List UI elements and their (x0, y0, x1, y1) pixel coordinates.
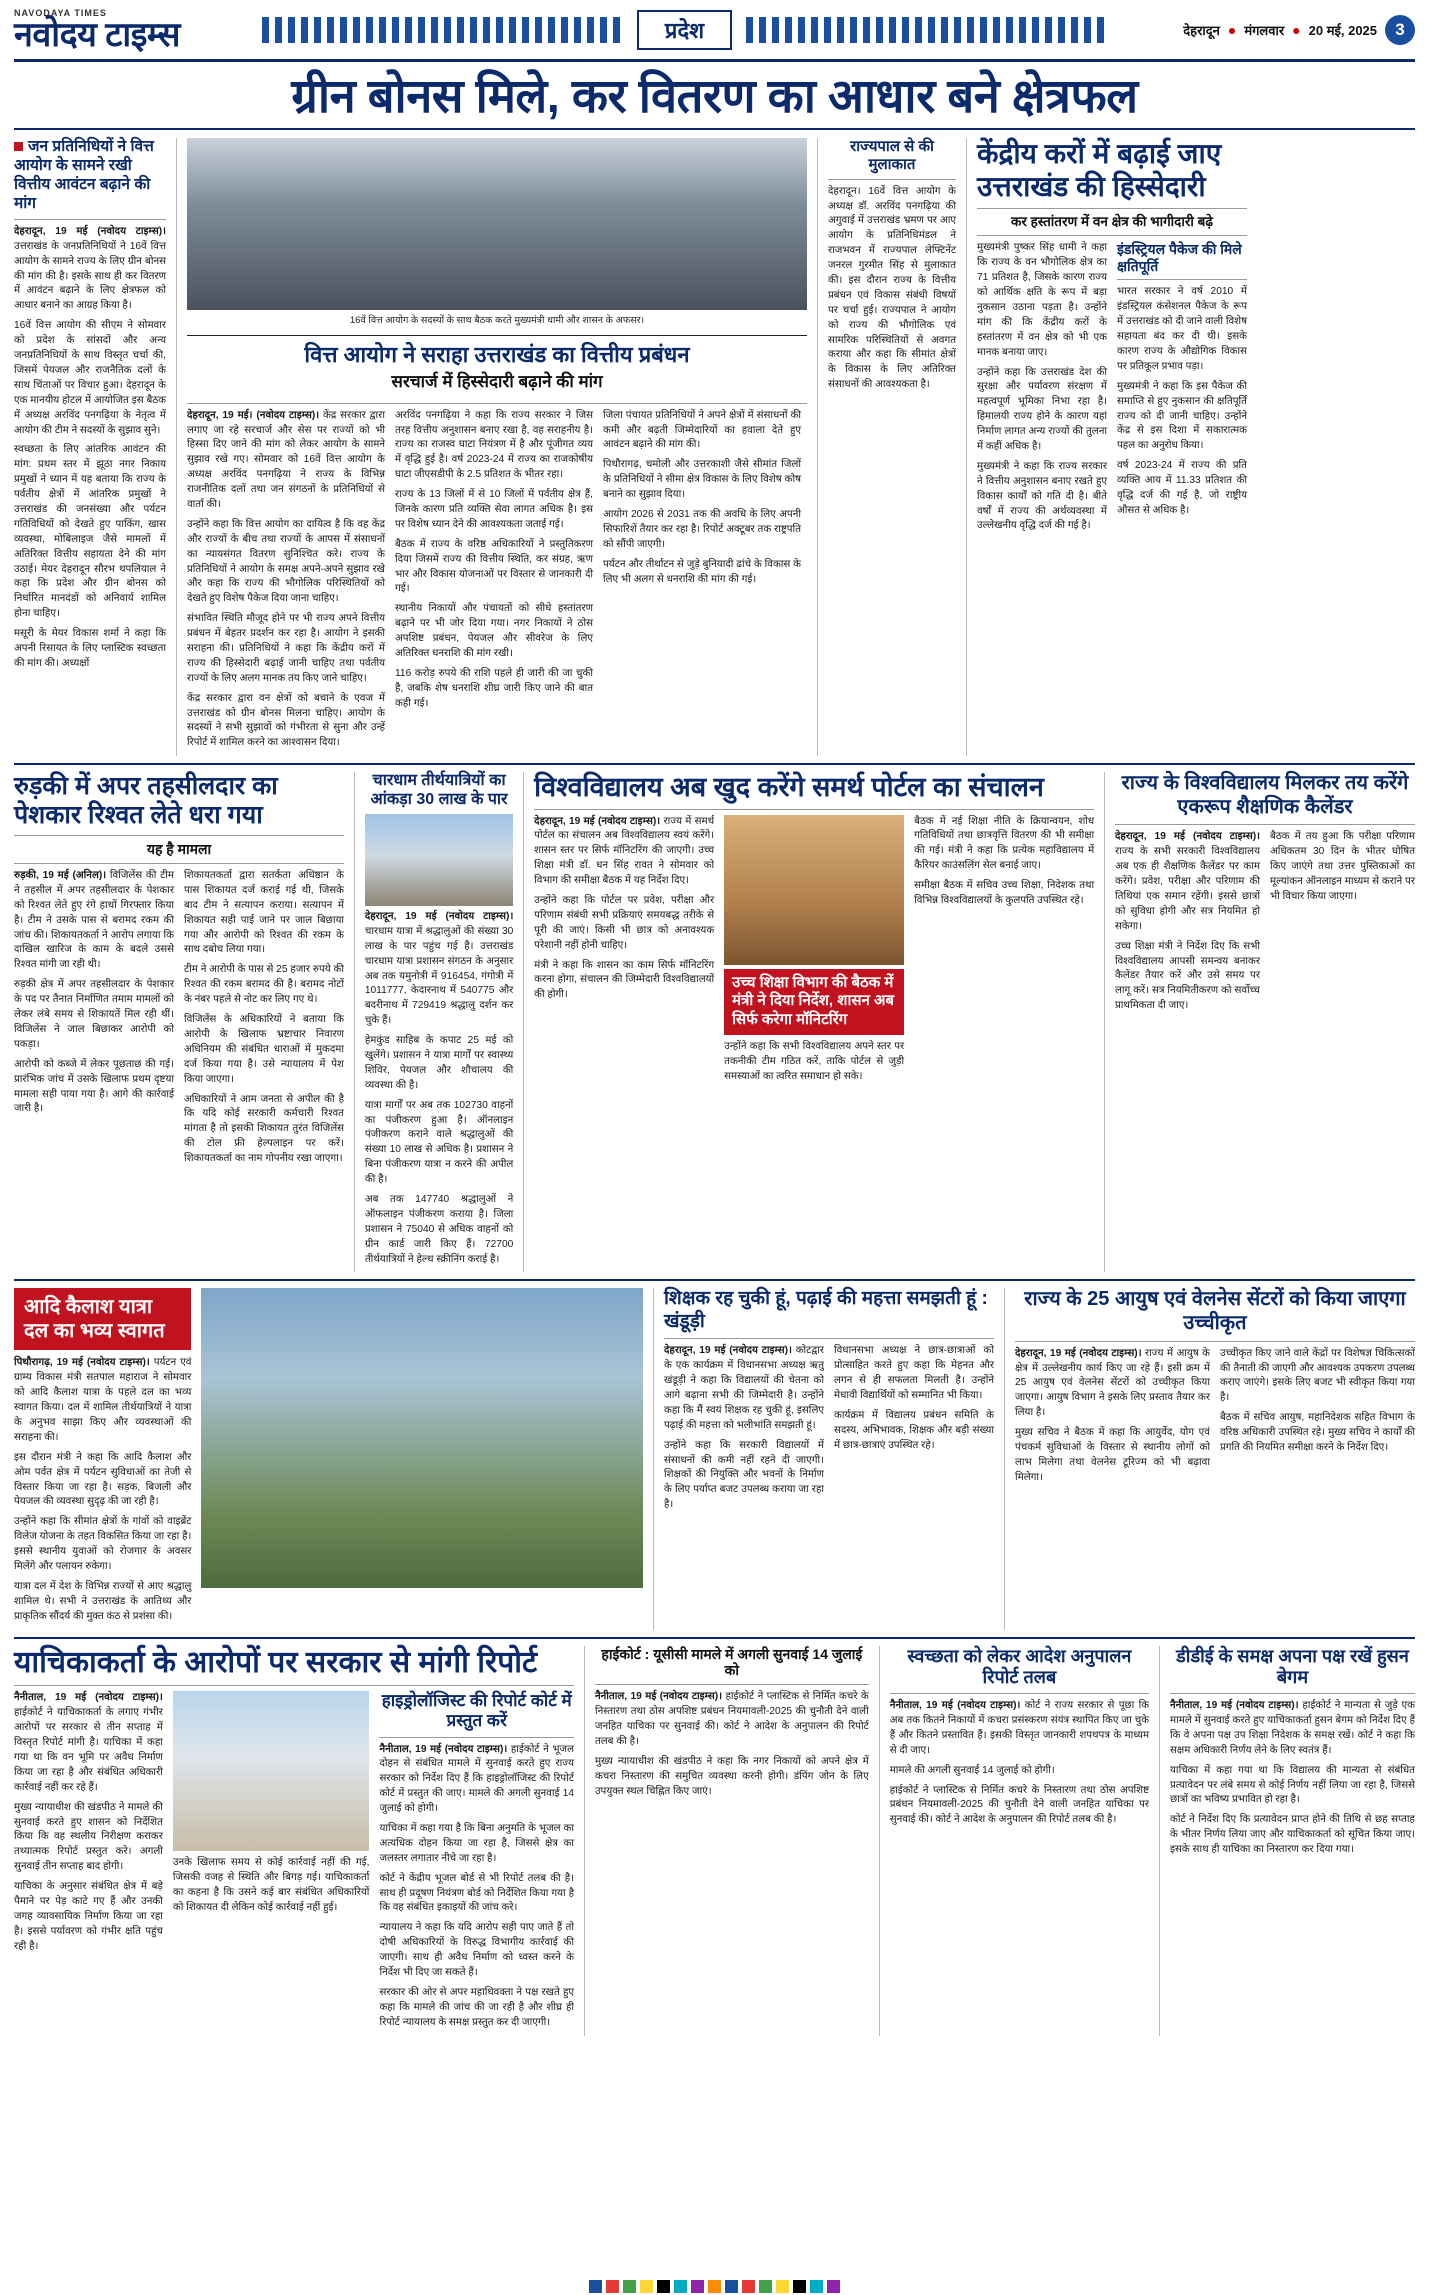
central-taxes-subhead: कर हस्तांतरण में वन क्षेत्र की भागीदारी बढ़े (1011, 214, 1213, 230)
masthead-hindi-name: नवोदय टाइम्स (14, 16, 180, 54)
fc-c2-p1: अरविंद पनगढ़िया ने कहा कि राज्य सरकार ने जिस तरह वित्तीय अनुशासन बनाए रखा है, वह सराहनीय है। राज्य का राजस्व घाटा नियंत्रण में है और पूंजीगत व्यय में वृद्धि हुई है। वर्ष 2023-24 में राज्य का राजकोषीय घाटा जीएसडीपी के 2.5 प्रतिशत के भीतर रहा। (395, 409, 593, 481)
fc-c1-p3: संभावित स्थिति मौजूद होने पर भी राज्य अपने वित्तीय प्रबंधन में बेहतर प्रदर्शन कर रहा है। आयोग ने इसकी सराहना की। प्रतिनिधियों ने कहा कि केंद्रीय करों में राज्य की हिस्सेदारी बढ़ाई जानी चाहिए तथा पर्वतीय राज्यों के लिए अलग मानक तय किए जाने चाहिए। (187, 613, 385, 684)
sm-c2-p1: उन्होंने कहा कि सभी विश्वविद्यालय अपने स्तर पर तकनीकी टीम गठित करें, ताकि पोर्टल से जुड़ी समस्याओं का त्वरित समाधान हो सके। (724, 1040, 905, 1082)
hicourt-small-headline: हाईकोर्ट : यूसीसी मामले में अगली सुनवाई 14 जुलाई को (601, 1645, 863, 1679)
ay-p1: देहरादून, 19 मई (नवोदय टाइम्स)। राज्य में आयुष के क्षेत्र में उल्लेखनीय कार्य किए जा रहे हैं। इसी क्रम में 25 आयुष एवं वेलनेस सेंटरों को उच्चीकृत किया जाएगा। आयुष विभाग ने इसके लिए प्रस्ताव तैयार कर लिया है। (1014, 1347, 1210, 1419)
minister-photo (724, 815, 904, 965)
governor-column (828, 138, 956, 756)
lead-para-2: 16वें वित्त आयोग की सीएम ने सोमवार को प्रदेश के सांसदों और अन्य जनप्रतिनिधियों के साथ विस्तृत चर्चा की, जिसमें पेयजल और राजनैतिक दलों के साथ चिंताओं पर विचार हुआ। देहरादून के एक मानयीय होटल में आयोजित इस बैठक में अध्यक्ष अरविंद पनगढ़िया के नेतृत्व में आयोग की टीम ने सदस्यों के सुझाव सुने। (14, 320, 166, 436)
roorkee-subhead: यह है मामला (146, 841, 212, 858)
pt-c1-p3: याचिका के अनुसार संबंधित क्षेत्र में बड़े पैमाने पर पेड़ काटे गए हैं और उनकी जगह व्यावसायिक निर्माण किया जा रहा है। इससे पर्यावरण को गंभीर क्षति पहुंच रही है। (14, 1881, 163, 1952)
pkg-p2: मुख्यमंत्री ने कहा कि इस पैकेज की समाप्ति से हुए नुकसान की क्षतिपूर्ति राज्य को दी जानी चाहिए। उन्होंने केंद्र से इस दिशा में सकारात्मक पहल का अनुरोध किया। (1117, 380, 1247, 452)
dot-separator-icon-2: ● (1292, 22, 1301, 39)
dde-story (1170, 1646, 1415, 2036)
fc-c2-p4: स्थानीय निकायों और पंचायतों को सीधे हस्तांतरण बढ़ाने पर भी जोर दिया गया। नगर निकायों ने ठोस अपशिष्ट प्रबंधन, पेयजल और सीवरेज के लिए अतिरिक्त धनराशि की मांग रखी। (395, 603, 593, 659)
ay-p3: उच्चीकृत किए जाने वाले केंद्रों पर विशेषज्ञ चिकित्सकों की तैनाती की जाएगी और आवश्यक उपकरण उपलब्ध कराए जाएंगे। इसके लिए बजट भी स्वीकृत किया गया है। (1219, 1347, 1415, 1404)
khanduri-story (664, 1288, 994, 1629)
pt-c2-p1: उनके खिलाफ समय से कोई कार्रवाई नहीं की गई, जिसकी वजह से स्थिति और बिगड़ गई। याचिकाकर्ता का कहना है कि उसने कई बार संबंधित अधिकारियों को शिकायत दी लेकिन कोई कार्रवाई नहीं हुई। (172, 1857, 370, 1914)
section-tab-label: प्रदेश (664, 18, 705, 44)
masthead-english-name: NAVODAYA TIMES (14, 8, 107, 18)
temple-photo (365, 814, 513, 906)
roorkee-headline: रुड़की में अपर तहसीलदार का पेशकार रिश्वत लेते धरा गया (14, 772, 278, 830)
masthead-decorative-strip (262, 17, 623, 43)
ct-p1: मुख्यमंत्री पुष्कर सिंह धामी ने कहा कि राज्य के वन भौगोलिक क्षेत्र का 71 प्रतिशत है, जिसके कारण राज्य को आर्थिक क्षति के रूप में बड़ा नुकसान उठाना पड़ता है। उन्होंने मांग की कि केंद्रीय करों के हस्तांतरण में वन क्षेत्र को भी एक मानक बनाया जाए। (977, 242, 1107, 358)
kl-p1: पिथौरागढ़, 19 मई (नवोदय टाइम्स)। पर्यटन एवं ग्राम्य विकास मंत्री सतपाल महाराज ने सोमवार को आदि कैलाश यात्रा के पहले दल का भव्य स्वागत किया। दल में शामिल तीर्थयात्रियों ने यात्रा के अनुभव साझा किए और व्यवस्थाओं की सराहना की। (14, 1357, 192, 1443)
swachhta-headline: स्वच्छता को लेकर आदेश अनुपालन रिपोर्ट तलब (907, 1645, 1132, 1687)
kh-p4: कार्यक्रम में विद्यालय प्रबंधन समिति के सदस्य, अभिभावक, शिक्षक और बड़ी संख्या में छात्र-छात्राएं उपस्थित रहे। (834, 1409, 994, 1451)
masthead-decorative-strip-right (746, 17, 1107, 43)
print-registration-marks (0, 2280, 1429, 2293)
swachhta-story (890, 1646, 1149, 2036)
kh-p1: देहरादून, 19 मई (नवोदय टाइम्स)। कोटद्वार के एक कार्यक्रम में विधानसभा अध्यक्ष ऋतु खंडूड़ी ने कहा कि विद्यालयों की चेतना को आगे बढ़ाना सभी की जिम्मेदारी है। उन्होंने कहा कि मैं स्वयं शिक्षक रह चुकी हूं, इसलिए पढ़ाई की महत्ता को भलीभांति समझती हूं। (664, 1345, 824, 1431)
sm-c3-p1: बैठक में नई शिक्षा नीति के क्रियान्वयन, शोध गतिविधियों तथा छात्रवृत्ति वितरण की भी समीक्षा की गई। मंत्री ने कहा कि प्रत्येक महाविद्यालय में कैरियर काउंसलिंग सेल बनाई जाए। (914, 815, 1095, 872)
sm-c1-p2: उन्होंने कहा कि पोर्टल पर प्रवेश, परीक्षा और परिणाम संबंधी सभी प्रक्रियाएं समयबद्ध तरीके से पूरी की जाएं। किसी भी छात्र को अनावश्यक परेशानी नहीं होनी चाहिए। (534, 895, 715, 951)
masthead-logo[interactable] (14, 8, 254, 53)
meeting-photo-caption: 16वें वित्त आयोग के सदस्यों के साथ बैठक करते मुख्यमंत्री धामी और शासन के अफसर। (349, 315, 645, 327)
hy-p3: कोर्ट ने केंद्रीय भूजल बोर्ड से भी रिपोर्ट तलब की है। साथ ही प्रदूषण नियंत्रण बोर्ड को निर्देशित किया गया है कि वह संबंधित इकाइयों की जांच करे। (379, 1872, 574, 1914)
calendar-story (1115, 772, 1415, 1272)
hy-p1: नैनीताल, 19 मई (नवोदय टाइम्स)। हाईकोर्ट ने भूजल दोहन से संबंधित मामले में सुनवाई करते हुए राज्य सरकार को निर्देश दिए हैं कि हाइड्रोलॉजिस्ट की रिपोर्ट कोर्ट में प्रस्तुत की जाए। मामले की अगली सुनवाई 14 जुलाई को होगी। (379, 1743, 574, 1815)
dde-headline: डीडीई के समक्ष अपना पक्ष रखें हुसन बेगम (1176, 1645, 1409, 1687)
pkg-p3: वर्ष 2023-24 में राज्य की प्रति व्यक्ति आय में 11.33 प्रतिशत की वृद्धि दर्ज की गई है, जो राष्ट्रीय औसत से अधिक है। (1117, 460, 1247, 516)
rk-c2-p3: विजिलेंस के अधिकारियों ने बताया कि आरोपी के खिलाफ भ्रष्टाचार निवारण अधिनियम की संबंधित धाराओं में मुकदमा दर्ज किया गया है। उसे न्यायालय में पेश किया जाएगा। (184, 1014, 344, 1085)
calendar-headline: राज्य के विश्वविद्यालय मिलकर तय करेंगे एकरूप शैक्षणिक कैलेंडर (1121, 772, 1409, 818)
sw-p3: हाईकोर्ट ने प्लास्टिक से निर्मित कचरे के निस्तारण तथा ठोस अपशिष्ट प्रबंधन नियमावली-2025 की चुनौती देने वाली जनहित याचिका पर सुनवाई की। कोर्ट ने आदेश के अनुपालन की रिपोर्ट तलब की है। (889, 1784, 1150, 1826)
dot-separator-icon: ● (1227, 22, 1237, 39)
chardham-story (365, 772, 513, 1272)
ay-p4: बैठक में सचिव आयुष, महानिदेशक सहित विभाग के वरिष्ठ अधिकारी उपस्थित रहे। मुख्य सचिव ने कार्यों की प्रगति की नियमित समीक्षा करने के निर्देश दिए। (1219, 1412, 1415, 1453)
samarth-headline: विश्वविद्यालय अब खुद करेंगे समर्थ पोर्टल का संचालन (534, 772, 1044, 803)
fc-c2-p3: बैठक में राज्य के वरिष्ठ अधिकारियों ने प्रस्तुतिकरण दिया जिसमें राज्य की वित्तीय स्थिति, कर संग्रह, ऋण भार और विकास योजनाओं पर विस्तार से जानकारी दी गई। (395, 538, 593, 595)
fc-c3-p4: पर्यटन और तीर्थाटन से जुड़े बुनियादी ढांचे के विकास के लिए भी अलग से धनराशि की मांग की गई। (603, 558, 801, 585)
sw-p1: नैनीताल, 19 मई (नवोदय टाइम्स)। कोर्ट ने राज्य सरकार से पूछा कि अब तक कितने निकायों में कचरा प्रसंस्करण संयंत्र स्थापित किए जा चुके हैं और कितने प्रस्तावित हैं। इसकी विस्तृत जानकारी शपथपत्र के माध्यम से दी जाए। (889, 1700, 1150, 1756)
lead-para-3: स्वच्छता के लिए आंतरिक आवंटन की मांग: प्रथम स्तर में झूठा नगर निकाय प्रमुखों ने ध्यान में यह बताया कि राज्य के पर्वतीय क्षेत्रों में आंतरिक प्रमुखों ने उत्तराखंड की जनसंख्या और पर्यटन गतिविधियों को देखते हुए पाकिंग, खास व्यवस्था, मोबिलाइज जैसे मामलों में अतिरिक्त वित्तीय सहायता देने की मांग उठाई। मेयर देहरादून सौरभ थपलियाल ने कहा कि प्रदेश और ग्रीन बोनस को निर्धारित मानदंडों को अनिवार्य शामिल होना चाहिए। (14, 444, 166, 620)
fc-c3-p2: पिथौरागढ़, चमोली और उत्तरकाशी जैसे सीमांत जिलों के प्रतिनिधियों ने सीमा क्षेत्र विकास के लिए विशेष कोष बनाने का सुझाव दिया। (603, 459, 801, 501)
masthead-date: 20 मई, 2025 (1308, 23, 1378, 39)
central-taxes-headline: केंद्रीय करों में बढ़ाई जाए उत्तराखंड की हिस्सेदारी (977, 138, 1222, 202)
pt-c2-p2: न्यायालय ने कहा कि यदि आरोप सही पाए जाते हैं तो दोषी अधिकारियों के विरुद्ध विभागीय कार्रवाई की जाएगी। साथ ही अवैध निर्माण को ध्वस्त करने के निर्देश भी दिए जा सकते हैं। (379, 1922, 574, 1978)
kl-p2: इस दौरान मंत्री ने कहा कि आदि कैलाश और ओम पर्वत क्षेत्र में पर्यटन सुविधाओं का तेजी से विस्तार किया जा रहा है। सड़क, बिजली और पेयजल की व्यवस्था सुदृढ़ की जा रही है। (14, 1451, 192, 1508)
sm-c1-p1: देहरादून, 19 मई (नवोदय टाइम्स)। राज्य में समर्थ पोर्टल का संचालन अब विश्वविद्यालय स्वयं करेंगे। शासन स्तर पर सिर्फ मॉनिटरिंग की जाएगी। उच्च शिक्षा मंत्री डॉ. धन सिंह रावत ने सोमवार को विभाग की समीक्षा बैठक में यह निर्देश दिए। (534, 815, 715, 887)
hydrologist-headline: हाइड्रोलॉजिस्ट की रिपोर्ट कोर्ट में प्रस्तुत करें (381, 1691, 572, 1731)
hc-p1: नैनीताल, 19 मई (नवोदय टाइम्स)। हाईकोर्ट ने प्लास्टिक से निर्मित कचरे के निस्तारण तथा ठोस अपशिष्ट प्रबंधन नियमावली-2025 की चुनौती देने वाली जनहित याचिका पर सुनवाई की। कोर्ट ने आदेश के अनुपालन की रिपोर्ट तलब की है। (594, 1691, 869, 1747)
fc-c2-p2: राज्य के 13 जिलों में से 10 जिलों में पर्वतीय क्षेत्र हैं, जिनके कारण प्रति व्यक्ति सेवा लागत अधिक है। इस पर विशेष ध्यान देने की आवश्यकता जताई गई। (395, 489, 593, 530)
roorkee-story (14, 772, 344, 1272)
section-tab (637, 10, 732, 50)
mid-block (14, 772, 1415, 1272)
sm-c3-p2: समीक्षा बैठक में सचिव उच्च शिक्षा, निदेशक तथा विभिन्न विश्वविद्यालयों के कुलपति उपस्थित रहे। (914, 880, 1095, 906)
fc-c1-p2: उन्होंने कहा कि वित्त आयोग का दायित्व है कि वह केंद्र और राज्यों के बीच तथा राज्यों के आपस में संसाधनों का न्यायसंगत वितरण सुनिश्चित करे। राज्य के प्रतिनिधियों ने आयोग के समक्ष अपने-अपने सुझाव रखे और कहा कि राज्य की भौगोलिक परिस्थितियों को देखते हुए विशेष पैकेज दिया जाना चाहिए। (187, 518, 385, 605)
finance-commission-headline: वित्त आयोग ने सराहा उत्तराखंड का वित्तीय प्रबंधन (304, 342, 690, 368)
fc-c1-p4: केंद्र सरकार द्वारा वन क्षेत्रों को बचाने के एवज में उत्तराखंड को ग्रीन बोनस मिलना चाहिए। आयोग के सदस्यों ने सभी सुझावों को गंभीरता से सुना और उन्हें रिपोर्ट में शामिल करने का आश्वासन दिया। (187, 692, 385, 749)
rk-c1-p2: रुड़की क्षेत्र में अपर तहसीलदार के पेशकार के पद पर तैनात निर्माणित तमाम मामलों को लेकर लंबे समय से शिकायतें मिल रही थीं। विजिलेंस ने जाल बिछाकर आरोपी को पकड़ा। (14, 979, 174, 1050)
khanduri-headline: शिक्षक रह चुकी हूं, पढ़ाई की महत्ता समझती हूं : खंडूड़ी (664, 1288, 988, 1332)
highcourt-building-photo (173, 1691, 370, 1851)
third-block (14, 1288, 1415, 1629)
kh-p3: विधानसभा अध्यक्ष ने छात्र-छात्राओं को प्रोत्साहित करते हुए कहा कि मेहनत और लगन से ही सफलता मिलती है। उन्होंने मेधावी विद्यार्थियों को सम्मानित भी किया। (834, 1345, 994, 1401)
central-taxes-column (977, 138, 1247, 756)
cd-p1: देहरादून, 19 मई (नवोदय टाइम्स)। चारधाम यात्रा में श्रद्धालुओं की संख्या 30 लाख के पार पहुंच गई है। उत्तराखंड चारधाम यात्रा प्रशासन संगठन के अनुसार अब तक यमुनोत्री में 916454, गंगोत्री में 1011777, केदारनाथ में 540775 और बदरीनाथ में 729419 श्रद्धालु दर्शन कर चुके हैं। (364, 910, 514, 1027)
rk-c1-p3: आरोपी को कब्जे में लेकर पूछताछ की गई। प्रारंभिक जांच में उसके खिलाफ प्रथम दृष्टया मामला सही पाया गया है। आगे की कार्रवाई जारी है। (14, 1058, 174, 1115)
finance-commission-body (187, 409, 807, 757)
masthead-day: मंगलवार (1244, 23, 1285, 39)
square-bullet-icon (14, 142, 23, 151)
fc-c2-p5: 116 करोड़ रुपये की राशि पहले ही जारी की जा चुकी है, जबकि शेष धनराशि शीघ्र जारी किए जाने की बात कही गई। (395, 667, 593, 709)
dde-p1: नैनीताल, 19 मई (नवोदय टाइम्स)। हाईकोर्ट ने मान्यता से जुड़े एक मामले में सुनवाई करते हुए याचिकाकर्ता हुसन बेगम को निर्देश दिए हैं कि वे अपना पक्ष उप शिक्षा निदेशक के समक्ष रखें। कोर्ट ने कहा कि सक्षम अधिकारी निर्णय लेने के लिए स्वतंत्र हैं। (1170, 1700, 1415, 1756)
main-headline: ग्रीन बोनस मिले, कर वितरण का आधार बने क्षेत्रफल (14, 62, 1415, 131)
page-number-badge: 3 (1385, 15, 1415, 45)
package-headline: इंडस्ट्रियल पैकेज की मिले क्षतिपूर्ति (1117, 241, 1242, 274)
cal-p3: बैठक में तय हुआ कि परीक्षा परिणाम अधिकतम 30 दिन के भीतर घोषित किए जाएंगे तथा उत्तर पुस्तिकाओं का मूल्यांकन ऑनलाइन माध्यम से कराने पर भी विचार किया जाएगा। (1270, 831, 1415, 902)
kl-p3: उन्होंने कहा कि सीमांत क्षेत्रों के गांवों को वाइब्रेंट विलेज योजना के तहत विकसित किया जा रहा है। इससे स्थानीय युवाओं को रोजगार के अवसर मिलेंगे और पलायन रुकेगा। (14, 1516, 192, 1573)
meeting-photo (187, 138, 807, 310)
hicourt-small-story (595, 1646, 869, 2036)
ct-p3: मुख्यमंत्री ने कहा कि राज्य सरकार ने वित्तीय अनुशासन बनाए रखते हुए विकास कार्यों को गति दी है। बीते वर्षों में राज्य की अर्थव्यवस्था में उल्लेखनीय वृद्धि दर्ज की गई है। (977, 460, 1107, 532)
rk-c2-p2: टीम ने आरोपी के पास से 25 हजार रुपये की रिश्वत की रकम बरामद की है। बरामद नोटों के नंबर पहले से नोट कर लिए गए थे। (184, 964, 345, 1006)
kh-p2: उन्होंने कहा कि सरकारी विद्यालयों में संसाधनों की कमी नहीं रहने दी जाएगी। शिक्षकों की नियुक्ति और भवनों के निर्माण के लिए पर्याप्त बजट उपलब्ध कराया जा रहा है। (664, 1439, 824, 1511)
cd-p2: हेमकुंड साहिब के कपाट 25 मई को खुलेंगे। प्रशासन ने यात्रा मार्गों पर स्वास्थ्य शिविर, पेयजल और शौचालय की व्यवस्था की है। (364, 1035, 514, 1091)
fc-c3-p3: आयोग 2026 से 2031 तक की अवधि के लिए अपनी सिफारिशें तैयार कर रहा है। रिपोर्ट अक्टूबर तक राष्ट्रपति को सौंपी जाएगी। (603, 508, 801, 550)
masthead (14, 8, 1415, 62)
rk-c1-p1: रुड़की, 19 मई (अनिल)। विजिलेंस की टीम ने तहसील में अपर तहसीलदार के पेशकार को रिश्वत लेते हुए रंगे हाथों गिरफ्तार किया है। टीम ने उसके पास से बरामद रकम की जांच की। शिकायतकर्ता ने आरोप लगाया कि दाखिल खारिज के काम के बदले उससे रिश्वत मांगी जा रही थी। (14, 870, 174, 971)
group-photo-wrap (201, 1288, 643, 1629)
rk-c2-p1: शिकायतकर्ता द्वारा सतर्कता अधिष्ठान के पास शिकायत दर्ज कराई गई थी, जिसके बाद टीम ने सत्यापन कराया। सत्यापन में शिकायत सही पाई जाने पर जाल बिछाया गया और आरोपी को रिश्वत की रकम के साथ दबोच लिया गया। (184, 870, 344, 956)
sm-c1-p3: मंत्री ने कहा कि शासन का काम सिर्फ मॉनिटरिंग करना होगा, संचालन की जिम्मेदारी विश्वविद्यालयों की होगी। (534, 959, 715, 1001)
petitioner-story (14, 1646, 574, 2036)
ayush-headline: राज्य के 25 आयुष एवं वेलनेस सेंटरों को किया जाएगा उच्चीकृत (1024, 1288, 1406, 1335)
lead-column (14, 138, 166, 756)
sw-p2: मामले की अगली सुनवाई 14 जुलाई को होगी। (889, 1764, 1055, 1776)
governor-headline: राज्यपाल से की मुलाकात (850, 138, 934, 173)
cal-p1: देहरादून, 19 मई (नवोदय टाइम्स)। राज्य के सभी सरकारी विश्वविद्यालय अब एक ही शैक्षणिक कैलेंडर पर काम करेंगे। प्रवेश, परीक्षा और परिणाम की तिथियां एक समान रहेंगी। इससे छात्रों को सुविधा होगी और सत्र नियमित हो सकेगा। (1115, 831, 1260, 932)
pt-c1-p2: मुख्य न्यायाधीश की खंडपीठ ने मामले की सुनवाई करते हुए शासन को निर्देशित किया कि वह स्थलीय निरीक्षण कराकर तथ्यात्मक रिपोर्ट प्रस्तुत करे। अगली सुनवाई तीन सप्ताह बाद होगी। (14, 1801, 163, 1873)
cd-p4: अब तक 147740 श्रद्धालुओं ने ऑफलाइन पंजीकरण कराया है। जिला प्रशासन ने 75040 से अधिक वाहनों को ग्रीन कार्ड जारी किए हैं। 72700 तीर्थयात्रियों ने हेल्थ स्क्रीनिंग कराई है। (364, 1194, 514, 1265)
lead-kicker: जन प्रतिनिधियों ने वित्त आयोग के सामने रखी वित्तीय आवंटन बढ़ाने की मांग (14, 138, 154, 213)
ayush-story (1015, 1288, 1415, 1629)
dde-p3: कोर्ट ने निर्देश दिए कि प्रत्यावेदन प्राप्त होने की तिथि से छह सप्ताह के भीतर निर्णय लिया जाए और याचिकाकर्ता को सूचित किया जाए। इसके साथ ही याचिका का निस्तारण कर दिया गया। (1170, 1814, 1415, 1856)
masthead-city: देहरादून (1183, 23, 1220, 39)
dde-p2: याचिका में कहा गया था कि विद्यालय की मान्यता से संबंधित प्रत्यावेदन पर लंबे समय से कोई निर्णय नहीं लिया जा रहा है, जिससे छात्रों का भविष्य प्रभावित हो रहा है। (1170, 1764, 1415, 1806)
samarth-story (534, 772, 1094, 1272)
samarth-photo-caption: उच्च शिक्षा विभाग की बैठक में मंत्री ने दिया निर्देश, शासन अब सिर्फ करेगा मॉनिटरिंग (724, 969, 904, 1035)
top-block (14, 138, 1415, 756)
ct-p2: उन्होंने कहा कि उत्तराखंड देश की सुरक्षा और पर्यावरण संरक्षण में महत्वपूर्ण भूमिका निभा रहा है। हिमालयी राज्य होने के कारण यहां निर्माण लागत अन्य राज्यों की तुलना में कहीं अधिक है। (977, 366, 1107, 452)
chardham-headline: चारधाम तीर्थयात्रियों का आंकड़ा 30 लाख के पार (370, 772, 508, 809)
lead-para-4: मसूरी के मेयर विकास शर्मा ने कहा कि अपनी रिसायत के लिए प्लास्टिक स्वच्छता की मांग की। अध्यक्षों (14, 628, 166, 669)
pt-c1-p1: नैनीताल, 19 मई (नवोदय टाइम्स)। हाईकोर्ट ने याचिकाकर्ता के लगाए गंभीर आरोपों पर सरकार से तीन सप्ताह में विस्तृत रिपोर्ट मांगी है। याचिका में कहा गया था कि वन भूमि पर अवैध निर्माण किया जा रहा है और संबंधित अधिकारी कार्रवाई नहीं कर रहे हैं। (14, 1692, 163, 1793)
governor-text: देहरादून। 16वें वित्त आयोग के अध्यक्ष डॉ. अरविंद पनगढ़िया की अगुवाई में उत्तराखंड भ्रमण पर आए आयोग के प्रतिनिधिमंडल ने राजभवन में राज्यपाल लेफ्टिनेंट जनरल गुरमीत सिंह से मुलाकात की। इस दौरान राज्य के वित्तीय प्रबंधन एवं विकास संबंधी विषयों पर चर्चा हुई। राज्यपाल ने आयोग को राज्य की भौगोलिक एवं सामरिक परिस्थितियों से अवगत कराया और कहा कि सीमांत क्षेत्रों के विकास के लिए अतिरिक्त संसाधनों की आवश्यकता है। (828, 185, 956, 391)
lead-para-1: देहरादून, 19 मई (नवोदय टाइम्स)। उत्तराखंड के जनप्रतिनिधियों ने 16वें वित्त आयोग के सामने राज्य के लिए ग्रीन बोनस की मांग की है। इसके साथ ही कर वितरण में आवंटन बढ़ाने के लिए क्षेत्रफल को आधार बनाने का आग्रह किया है। (14, 225, 166, 312)
fc-c3-p1: जिला पंचायत प्रतिनिधियों ने अपने क्षेत्रों में संसाधनों की कमी और बढ़ती जिम्मेदारियों का हवाला देते हुए आवंटन बढ़ाने की मांग की। (603, 409, 801, 451)
cd-p3: यात्रा मार्गों पर अब तक 102730 वाहनों का पंजीकरण हुआ है। ऑनलाइन पंजीकरण कराने वाले श्रद्धालुओं की संख्या 10 लाख से अधिक है। प्रशासन ने बिना पंजीकरण यात्रा न करने की अपील की है। (364, 1099, 514, 1186)
kailash-story (14, 1288, 191, 1629)
ay-p2: मुख्य सचिव ने बैठक में कहा कि आयुर्वेद, योग एवं पंचकर्म सुविधाओं के विस्तार से स्थानीय लोगों को लाभ मिलेगा तथा वेलनेस टूरिज्म को भी बढ़ावा मिलेगा। (1014, 1427, 1210, 1483)
hy-p2: याचिका में कहा गया है कि बिना अनुमति के भूजल का अत्यधिक दोहन किया जा रहा है, जिससे क्षेत्र का जलस्तर लगातार नीचे जा रहा है। (379, 1822, 574, 1864)
petitioner-headline: याचिकाकर्ता के आरोपों पर सरकार से मांगी रिपोर्ट (14, 1645, 538, 1679)
rk-c2-p4: अधिकारियों ने आम जनता से अपील की है कि यदि कोई सरकारी कर्मचारी रिश्वत मांगता है तो इसकी शिकायत तुरंत विजिलेंस की टोल फ्री हेल्पलाइन पर करें। शिकायतकर्ता का नाम गोपनीय रखा जाएगा। (184, 1093, 344, 1165)
kl-p4: यात्रा दल में देश के विभिन्न राज्यों से आए श्रद्धालु शामिल थे। सभी ने उत्तराखंड के आतिथ्य और प्राकृतिक सौंदर्य की मुक्त कंठ से प्रशंसा की। (14, 1580, 192, 1622)
kailash-headline: आदि कैलाश यात्रा दल का भव्य स्वागत (14, 1288, 191, 1350)
center-column (187, 138, 807, 756)
finance-commission-subhead: सरचार्ज में हिस्सेदारी बढ़ाने की मांग (391, 372, 603, 392)
masthead-dateline (1115, 15, 1415, 45)
pkg-p1: भारत सरकार ने वर्ष 2010 में इंडस्ट्रियल कंसेशनल पैकेज के रूप में उत्तराखंड को दी जाने वाली विशेष सहायता बंद कर दी थी। इसके कारण राज्य के औद्योगिक विकास पर प्रतिकूल प्रभाव पड़ा। (1117, 286, 1247, 372)
bottom-block (14, 1646, 1415, 2036)
hc-p2: मुख्य न्यायाधीश की खंडपीठ ने कहा कि नगर निकायों को अपने क्षेत्र में कचरा निस्तारण की समुचित व्यवस्था करनी होगी। डंपिंग जोन के लिए उपयुक्त स्थल चिह्नित किए जाएं। (594, 1755, 869, 1797)
pt-c2-p3: सरकार की ओर से अपर महाधिवक्ता ने पक्ष रखते हुए कहा कि मामले की जांच की जा रही है और शीघ्र ही रिपोर्ट न्यायालय के समक्ष प्रस्तुत कर दी जाएगी। (379, 1986, 574, 2028)
cal-p2: उच्च शिक्षा मंत्री ने निर्देश दिए कि सभी विश्वविद्यालय आपसी समन्वय बनाकर कैलेंडर तैयार करें और उसे समय पर लागू करें। सत्र नियमितीकरण को सर्वोच्च प्राथमिकता दी जाए। (1115, 940, 1260, 1012)
welcome-group-photo (201, 1288, 643, 1588)
fc-c1-p1: देहरादून, 19 मई। (नवोदय टाइम्स)। केंद्र सरकार द्वारा लगाए जा रहे सरचार्ज और सेस पर राज्यों को भी हिस्सा दिए जाने की मांग को लेकर आयोग के सामने सुझाव रखे गए। सोमवार को 16वें वित्त आयोग के अध्यक्ष अरविंद पनगढ़िया ने राज्य के विभिन्न राजनीतिक दलों तथा जन संगठनों के प्रतिनिधियों से वार्ता की। (187, 409, 385, 510)
